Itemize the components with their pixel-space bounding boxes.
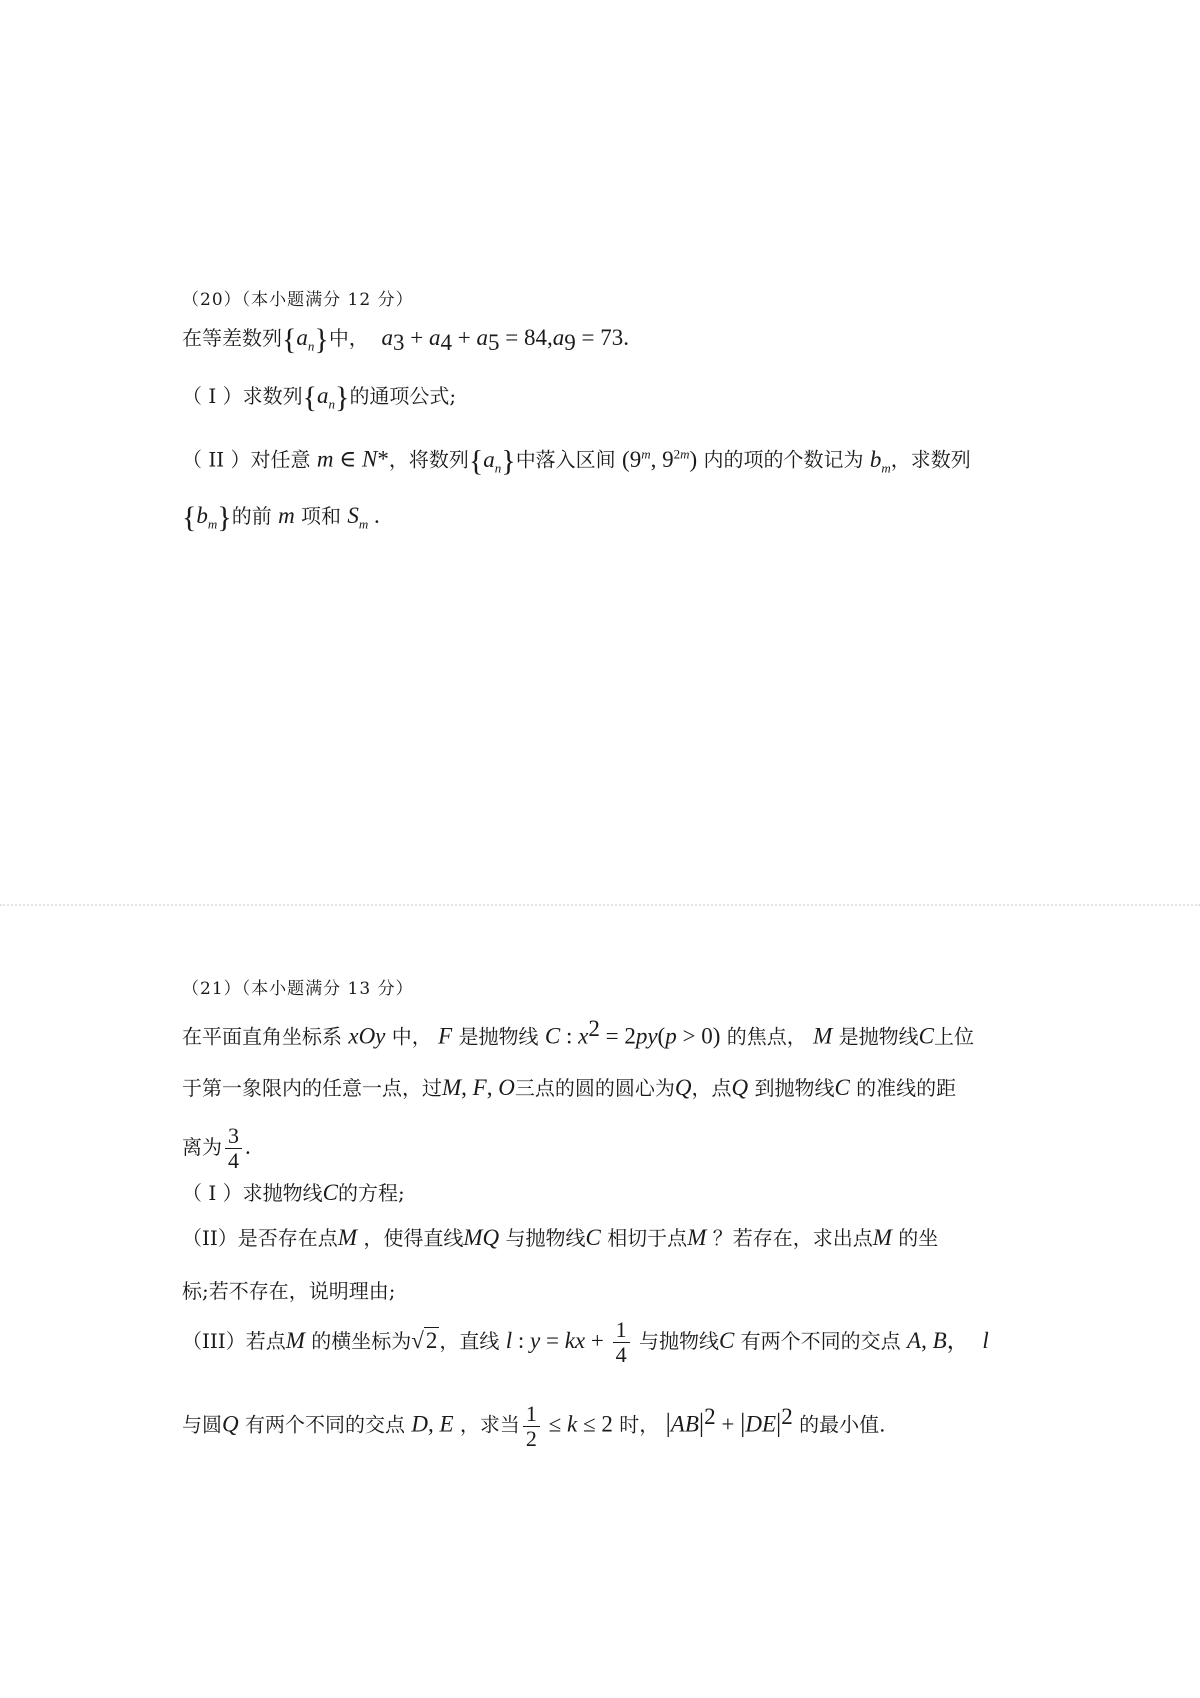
q21-part3-line1: （III）若点M 的横坐标为√2 ，直线 l : y = kx + $\frac{1}{4}$ 与抛物线C 有两个不同的交点 A, B， l bbox=[182, 1317, 989, 1367]
q21-part1: （ I ）求抛物线C的方程; bbox=[182, 1180, 405, 1205]
q21-line2: 于第一象限内的任意一点，过M, F, O三点的圆的圆心为Q，点Q 到抛物线C 的准线的距 bbox=[182, 1075, 957, 1100]
fraction-3-4: $\frac{3}{4}$ bbox=[225, 1124, 242, 1173]
fraction-1-2: $\frac{1}{2}$ bbox=[523, 1402, 540, 1451]
page-divider bbox=[0, 904, 1200, 906]
q20-stem: 在等差数列$\{a_n\}$中， $a_3 + a_4 + a_5 = 84,a_9 = 73$. bbox=[182, 323, 629, 356]
q21-part2-line1: （II）是否存在点M ，使得直线MQ 与抛物线C 相切于点M ？若存在，求出点M 的坐 bbox=[182, 1225, 939, 1250]
sqrt-2: √2 bbox=[411, 1328, 438, 1353]
q21-header: （21）（本小题满分 13 分） bbox=[182, 979, 414, 999]
fraction-1-4: $\frac{1}{4}$ bbox=[613, 1318, 630, 1367]
q20-part2-line1: （ II ）对任意 m ∈ N*，将数列$\{a_n\}$中落入区间 (9$^m$, $9^{2m}$) 内的项的个数记为 $b_m$，求数列 bbox=[182, 444, 971, 478]
q20-header: （20）（本小题满分 12 分） bbox=[182, 290, 414, 310]
q21-line1: 在平面直角坐标系 xOy 中， F 是抛物线 C : $x^2 = 2py(p > 0)$ 的焦点， M 是抛物线C上位 bbox=[182, 1016, 974, 1049]
q20-part2-line2: $\{b_m\}$的前 m 项和 $S_m$ . bbox=[182, 501, 380, 534]
q20-part1: （ I ）求数列$\{a_n\}$的通项公式; bbox=[182, 381, 457, 414]
q21-line3: 离为 $\frac{3}{4}$ . bbox=[182, 1123, 251, 1173]
q21-part3-line2: 与圆Q 有两个不同的交点 D, E ，求当 $\frac{1}{2}$ ≤ k ≤ 2 时， $|AB|^2 + |DE|^2$ 的最小值. bbox=[182, 1400, 886, 1451]
q21-part2-line2: 标;若不存在，说明理由; bbox=[182, 1279, 396, 1303]
